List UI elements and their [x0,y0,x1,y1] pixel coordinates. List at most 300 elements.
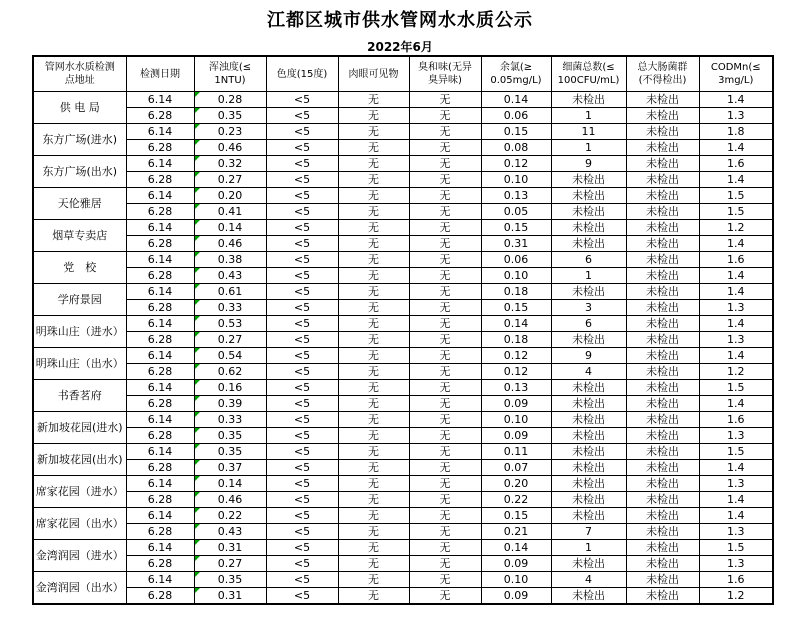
cell-codmn: 1.6 [699,572,773,588]
cell-codmn: 1.5 [699,444,773,460]
cell-odor: 无 [409,220,481,236]
cell-visible: 无 [338,332,409,348]
cell-visible: 无 [338,524,409,540]
cell-chroma: <5 [266,396,338,412]
cell-coliform: 未检出 [626,380,699,396]
cell-coliform: 未检出 [626,508,699,524]
cell-turbidity: 0.53 [194,316,266,332]
cell-chlorine: 0.15 [481,124,551,140]
cell-chroma: <5 [266,428,338,444]
cell-coliform: 未检出 [626,140,699,156]
location-cell: 明珠山庄（出水） [33,348,126,380]
cell-chroma: <5 [266,460,338,476]
table-row [33,396,773,412]
cell-visible: 无 [338,460,409,476]
cell-odor: 无 [409,508,481,524]
cell-chroma: <5 [266,220,338,236]
cell-odor: 无 [409,524,481,540]
cell-odor: 无 [409,236,481,252]
cell-turbidity: 0.37 [194,460,266,476]
cell-codmn: 1.5 [699,540,773,556]
cell-coliform: 未检出 [626,412,699,428]
cell-bacteria: 未检出 [551,332,626,348]
cell-coliform: 未检出 [626,172,699,188]
cell-coliform: 未检出 [626,444,699,460]
cell-visible: 无 [338,92,409,108]
cell-bacteria: 未检出 [551,460,626,476]
cell-turbidity: 0.35 [194,572,266,588]
cell-date: 6.14 [126,348,194,364]
cell-codmn: 1.4 [699,508,773,524]
cell-odor: 无 [409,444,481,460]
cell-odor: 无 [409,140,481,156]
column-header-location: 管网水水质检测 点地址 [33,56,126,92]
cell-chlorine: 0.09 [481,556,551,572]
cell-odor: 无 [409,572,481,588]
cell-odor: 无 [409,588,481,605]
cell-bacteria: 未检出 [551,284,626,300]
cell-date: 6.14 [126,220,194,236]
cell-turbidity: 0.54 [194,348,266,364]
cell-chlorine: 0.22 [481,492,551,508]
cell-coliform: 未检出 [626,588,699,605]
table-row [33,444,773,460]
cell-bacteria: 4 [551,364,626,380]
cell-chlorine: 0.12 [481,348,551,364]
cell-bacteria: 未检出 [551,476,626,492]
cell-bacteria: 1 [551,140,626,156]
cell-turbidity: 0.16 [194,380,266,396]
cell-bacteria: 9 [551,348,626,364]
cell-odor: 无 [409,396,481,412]
table-row [33,412,773,428]
cell-date: 6.28 [126,492,194,508]
cell-chlorine: 0.10 [481,268,551,284]
table-row [33,300,773,316]
cell-codmn: 1.4 [699,316,773,332]
table-row [33,236,773,252]
cell-odor: 无 [409,316,481,332]
cell-chroma: <5 [266,300,338,316]
cell-odor: 无 [409,204,481,220]
cell-chroma: <5 [266,524,338,540]
cell-odor: 无 [409,108,481,124]
cell-date: 6.14 [126,476,194,492]
cell-bacteria: 未检出 [551,508,626,524]
cell-coliform: 未检出 [626,124,699,140]
cell-chlorine: 0.09 [481,588,551,605]
table-row [33,492,773,508]
cell-coliform: 未检出 [626,204,699,220]
cell-coliform: 未检出 [626,108,699,124]
cell-turbidity: 0.41 [194,204,266,220]
cell-date: 6.28 [126,428,194,444]
cell-bacteria: 未检出 [551,492,626,508]
cell-chlorine: 0.14 [481,92,551,108]
cell-chlorine: 0.08 [481,140,551,156]
cell-chlorine: 0.13 [481,188,551,204]
location-cell: 烟草专卖店 [33,220,126,252]
cell-visible: 无 [338,188,409,204]
cell-coliform: 未检出 [626,364,699,380]
cell-date: 6.28 [126,524,194,540]
table-header-row [33,56,773,92]
cell-chlorine: 0.12 [481,156,551,172]
cell-bacteria: 1 [551,540,626,556]
cell-odor: 无 [409,284,481,300]
cell-turbidity: 0.62 [194,364,266,380]
cell-coliform: 未检出 [626,268,699,284]
cell-chroma: <5 [266,204,338,220]
cell-date: 6.14 [126,284,194,300]
cell-codmn: 1.3 [699,524,773,540]
cell-date: 6.28 [126,396,194,412]
column-header-visible: 肉眼可见物 [338,56,409,92]
cell-bacteria: 未检出 [551,220,626,236]
cell-bacteria: 未检出 [551,412,626,428]
cell-visible: 无 [338,396,409,412]
cell-odor: 无 [409,92,481,108]
location-cell: 学府景园 [33,284,126,316]
cell-chroma: <5 [266,284,338,300]
cell-bacteria: 6 [551,252,626,268]
cell-codmn: 1.4 [699,92,773,108]
cell-coliform: 未检出 [626,428,699,444]
cell-bacteria: 未检出 [551,236,626,252]
table-row [33,476,773,492]
cell-odor: 无 [409,476,481,492]
cell-codmn: 1.6 [699,412,773,428]
location-cell: 党 校 [33,252,126,284]
cell-turbidity: 0.14 [194,220,266,236]
cell-chroma: <5 [266,108,338,124]
cell-turbidity: 0.46 [194,140,266,156]
column-header-turbidity: 浑浊度(≤ 1NTU) [194,56,266,92]
table-row [33,172,773,188]
cell-visible: 无 [338,364,409,380]
table-row [33,540,773,556]
table-row [33,92,773,108]
cell-odor: 无 [409,156,481,172]
table-row [33,508,773,524]
location-cell: 东方广场(出水) [33,156,126,188]
cell-bacteria: 未检出 [551,588,626,605]
cell-visible: 无 [338,508,409,524]
cell-chroma: <5 [266,268,338,284]
cell-chlorine: 0.10 [481,412,551,428]
cell-visible: 无 [338,428,409,444]
cell-visible: 无 [338,220,409,236]
cell-visible: 无 [338,204,409,220]
cell-chlorine: 0.09 [481,428,551,444]
cell-date: 6.14 [126,572,194,588]
cell-chroma: <5 [266,380,338,396]
cell-codmn: 1.2 [699,220,773,236]
cell-visible: 无 [338,156,409,172]
cell-chlorine: 0.05 [481,204,551,220]
location-cell: 金湾润园（进水） [33,540,126,572]
cell-date: 6.28 [126,332,194,348]
cell-bacteria: 3 [551,300,626,316]
table-row [33,188,773,204]
column-header-odor: 臭和味(无异 臭异味) [409,56,481,92]
cell-chroma: <5 [266,444,338,460]
column-header-codmn: CODMn(≤ 3mg/L) [699,56,773,92]
cell-codmn: 1.4 [699,172,773,188]
table-row [33,556,773,572]
cell-bacteria: 未检出 [551,172,626,188]
cell-turbidity: 0.23 [194,124,266,140]
cell-chlorine: 0.10 [481,572,551,588]
cell-turbidity: 0.28 [194,92,266,108]
cell-chlorine: 0.11 [481,444,551,460]
column-header-bacteria: 细菌总数(≤ 100CFU/mL) [551,56,626,92]
cell-coliform: 未检出 [626,572,699,588]
cell-visible: 无 [338,588,409,605]
cell-chroma: <5 [266,556,338,572]
table-row [33,268,773,284]
cell-date: 6.28 [126,460,194,476]
cell-date: 6.14 [126,156,194,172]
cell-chlorine: 0.06 [481,108,551,124]
cell-coliform: 未检出 [626,236,699,252]
cell-date: 6.14 [126,252,194,268]
cell-turbidity: 0.46 [194,492,266,508]
cell-bacteria: 11 [551,124,626,140]
table-row [33,284,773,300]
cell-coliform: 未检出 [626,332,699,348]
column-header-chroma: 色度(15度) [266,56,338,92]
table-row [33,252,773,268]
cell-chroma: <5 [266,508,338,524]
cell-date: 6.28 [126,268,194,284]
cell-turbidity: 0.33 [194,412,266,428]
cell-coliform: 未检出 [626,460,699,476]
cell-turbidity: 0.38 [194,252,266,268]
table-row [33,380,773,396]
cell-visible: 无 [338,252,409,268]
location-cell: 天伦雅居 [33,188,126,220]
cell-bacteria: 未检出 [551,428,626,444]
cell-chroma: <5 [266,492,338,508]
location-cell: 新加坡花园(出水) [33,444,126,476]
cell-codmn: 1.6 [699,252,773,268]
location-cell: 东方广场(进水) [33,124,126,156]
cell-date: 6.14 [126,412,194,428]
cell-coliform: 未检出 [626,188,699,204]
cell-visible: 无 [338,348,409,364]
cell-chlorine: 0.15 [481,508,551,524]
cell-bacteria: 未检出 [551,444,626,460]
cell-chroma: <5 [266,252,338,268]
cell-turbidity: 0.33 [194,300,266,316]
cell-date: 6.14 [126,92,194,108]
cell-date: 6.14 [126,380,194,396]
cell-turbidity: 0.31 [194,588,266,605]
cell-coliform: 未检出 [626,284,699,300]
table-row [33,460,773,476]
cell-chlorine: 0.20 [481,476,551,492]
cell-chlorine: 0.21 [481,524,551,540]
table-row [33,524,773,540]
cell-chroma: <5 [266,156,338,172]
cell-chroma: <5 [266,540,338,556]
cell-chlorine: 0.15 [481,220,551,236]
table-row [33,588,773,605]
cell-codmn: 1.3 [699,428,773,444]
cell-bacteria: 未检出 [551,396,626,412]
cell-visible: 无 [338,140,409,156]
cell-bacteria: 1 [551,268,626,284]
cell-codmn: 1.6 [699,156,773,172]
table-row [33,364,773,380]
cell-coliform: 未检出 [626,348,699,364]
cell-coliform: 未检出 [626,220,699,236]
cell-date: 6.28 [126,140,194,156]
cell-visible: 无 [338,284,409,300]
table-row [33,348,773,364]
cell-odor: 无 [409,124,481,140]
cell-date: 6.28 [126,588,194,605]
cell-codmn: 1.3 [699,332,773,348]
cell-coliform: 未检出 [626,156,699,172]
column-header-chlorine: 余氯(≥ 0.05mg/L) [481,56,551,92]
cell-bacteria: 6 [551,316,626,332]
cell-turbidity: 0.14 [194,476,266,492]
cell-odor: 无 [409,268,481,284]
cell-turbidity: 0.31 [194,540,266,556]
cell-chlorine: 0.14 [481,540,551,556]
cell-date: 6.28 [126,300,194,316]
cell-codmn: 1.5 [699,380,773,396]
cell-date: 6.28 [126,204,194,220]
cell-visible: 无 [338,540,409,556]
column-header-coliform: 总大肠菌群 (不得检出) [626,56,699,92]
cell-codmn: 1.8 [699,124,773,140]
cell-date: 6.14 [126,188,194,204]
cell-odor: 无 [409,460,481,476]
cell-visible: 无 [338,444,409,460]
cell-codmn: 1.4 [699,492,773,508]
table-row [33,108,773,124]
cell-odor: 无 [409,412,481,428]
cell-date: 6.14 [126,508,194,524]
cell-date: 6.14 [126,540,194,556]
cell-codmn: 1.2 [699,588,773,605]
cell-codmn: 1.2 [699,364,773,380]
cell-coliform: 未检出 [626,540,699,556]
cell-codmn: 1.4 [699,268,773,284]
table-row [33,124,773,140]
cell-turbidity: 0.22 [194,508,266,524]
table-row [33,428,773,444]
cell-chlorine: 0.12 [481,364,551,380]
cell-turbidity: 0.43 [194,268,266,284]
cell-coliform: 未检出 [626,92,699,108]
cell-turbidity: 0.39 [194,396,266,412]
cell-visible: 无 [338,412,409,428]
cell-chlorine: 0.31 [481,236,551,252]
table-row [33,140,773,156]
location-cell: 书香茗府 [33,380,126,412]
table-row [33,316,773,332]
cell-coliform: 未检出 [626,396,699,412]
cell-turbidity: 0.35 [194,444,266,460]
cell-odor: 无 [409,364,481,380]
cell-coliform: 未检出 [626,492,699,508]
cell-chroma: <5 [266,316,338,332]
cell-visible: 无 [338,380,409,396]
cell-bacteria: 未检出 [551,92,626,108]
cell-visible: 无 [338,108,409,124]
cell-turbidity: 0.43 [194,524,266,540]
cell-turbidity: 0.27 [194,172,266,188]
cell-visible: 无 [338,172,409,188]
cell-bacteria: 未检出 [551,204,626,220]
cell-turbidity: 0.27 [194,332,266,348]
cell-odor: 无 [409,492,481,508]
cell-codmn: 1.3 [699,556,773,572]
cell-odor: 无 [409,172,481,188]
table-body [33,92,773,605]
cell-chlorine: 0.18 [481,284,551,300]
location-cell: 供 电 局 [33,92,126,124]
cell-visible: 无 [338,300,409,316]
cell-visible: 无 [338,556,409,572]
table-row [33,204,773,220]
cell-bacteria: 9 [551,156,626,172]
location-cell: 新加坡花园(进水) [33,412,126,444]
cell-odor: 无 [409,188,481,204]
cell-date: 6.28 [126,108,194,124]
cell-chroma: <5 [266,188,338,204]
cell-date: 6.28 [126,172,194,188]
cell-odor: 无 [409,428,481,444]
location-cell: 席家花园（出水） [33,508,126,540]
cell-turbidity: 0.27 [194,556,266,572]
cell-chroma: <5 [266,476,338,492]
cell-chlorine: 0.15 [481,300,551,316]
cell-coliform: 未检出 [626,524,699,540]
cell-chlorine: 0.07 [481,460,551,476]
cell-visible: 无 [338,316,409,332]
cell-coliform: 未检出 [626,300,699,316]
cell-visible: 无 [338,572,409,588]
cell-turbidity: 0.35 [194,428,266,444]
cell-chlorine: 0.14 [481,316,551,332]
cell-codmn: 1.4 [699,284,773,300]
cell-odor: 无 [409,556,481,572]
cell-turbidity: 0.20 [194,188,266,204]
cell-date: 6.14 [126,124,194,140]
cell-chroma: <5 [266,332,338,348]
cell-chroma: <5 [266,364,338,380]
cell-odor: 无 [409,252,481,268]
cell-chroma: <5 [266,140,338,156]
cell-date: 6.14 [126,316,194,332]
cell-codmn: 1.3 [699,476,773,492]
cell-odor: 无 [409,332,481,348]
location-cell: 明珠山庄（进水） [33,316,126,348]
cell-chlorine: 0.10 [481,172,551,188]
cell-codmn: 1.3 [699,108,773,124]
cell-chroma: <5 [266,572,338,588]
cell-chroma: <5 [266,588,338,605]
cell-coliform: 未检出 [626,476,699,492]
cell-codmn: 1.5 [699,204,773,220]
cell-chroma: <5 [266,172,338,188]
cell-coliform: 未检出 [626,252,699,268]
